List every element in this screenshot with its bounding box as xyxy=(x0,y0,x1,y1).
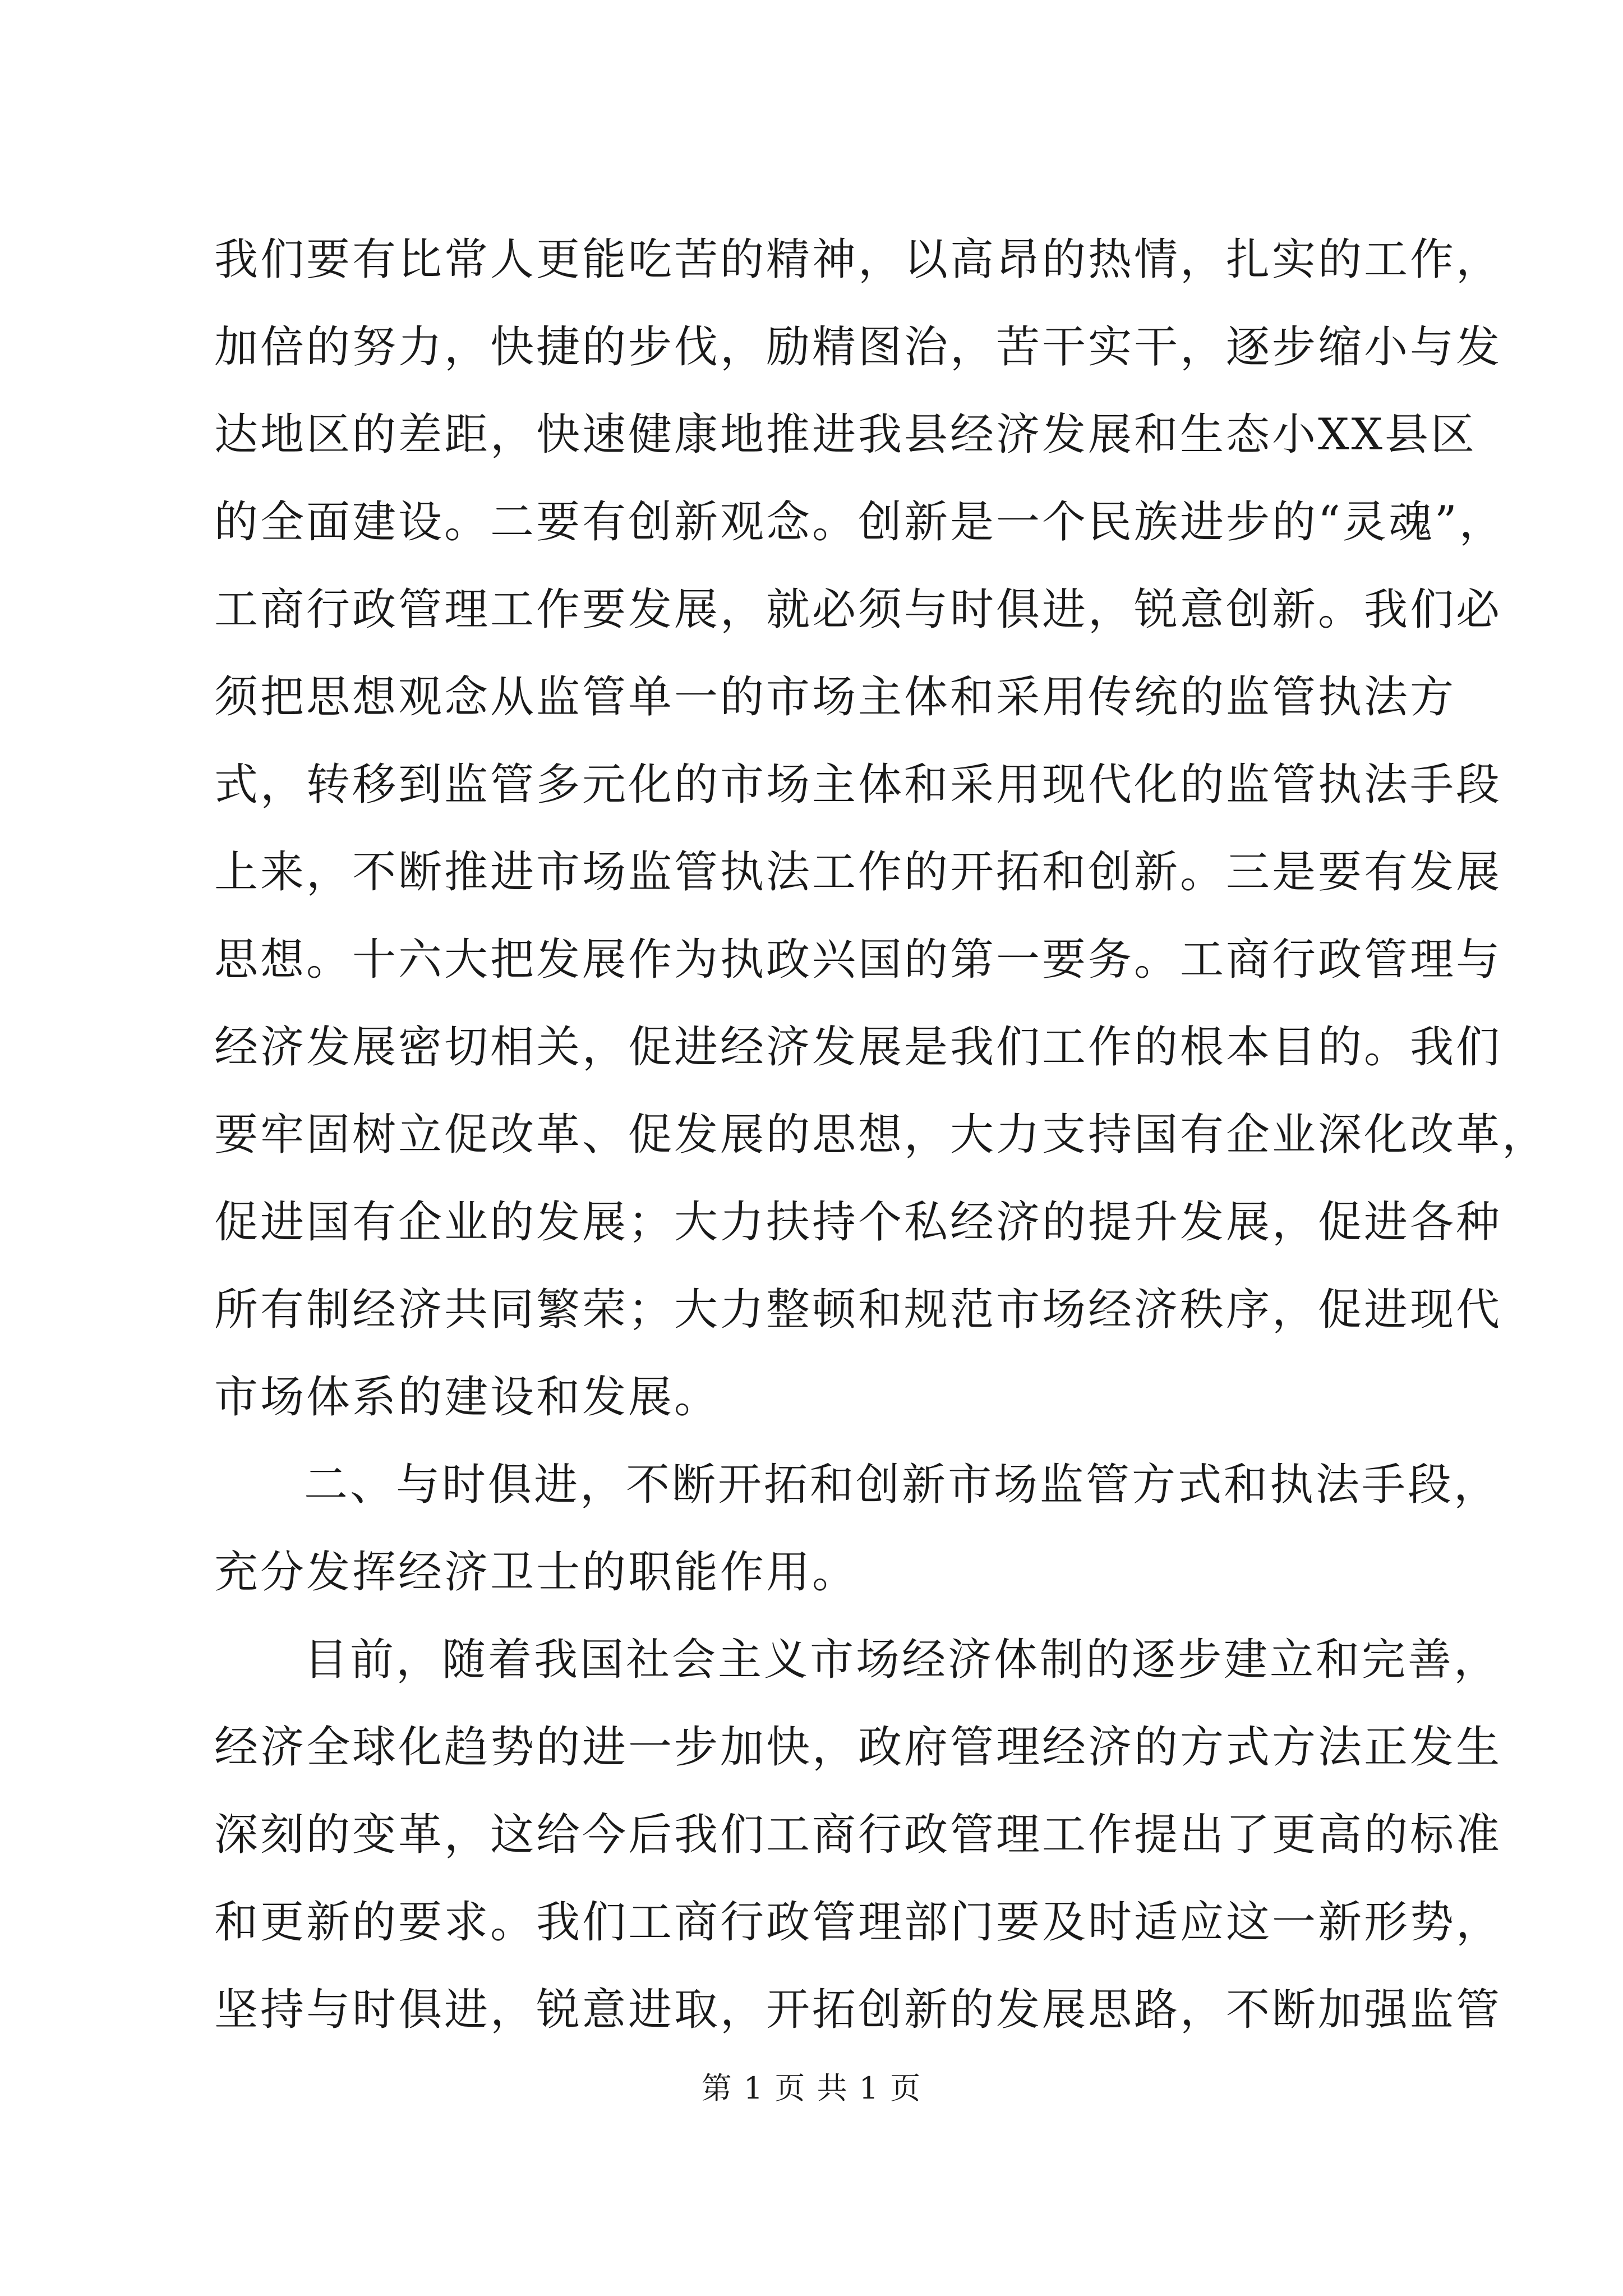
document-body xyxy=(214,216,1548,2054)
paragraph-line: 达地区的差距，快速健康地推进我县经济发展和生态小XX县区 xyxy=(214,409,1477,460)
paragraph-line: 促进国有企业的发展；大力扶持个私经济的提升发展，促进各种 xyxy=(214,1197,1502,1248)
paragraph-line: 我们要有比常人更能吃苦的精神，以高昂的热情，扎实的工作， xyxy=(214,234,1502,285)
section-heading-line: 充分发挥经济卫士的职能作用。 xyxy=(214,1547,859,1598)
paragraph-line: 加倍的努力，快捷的步伐，励精图治，苦干实干，逐步缩小与发 xyxy=(214,322,1502,372)
page-number-label: 第 1 页 共 1 页 xyxy=(701,2070,922,2106)
page-footer xyxy=(0,2064,1623,2108)
paragraph-line: 工商行政管理工作要发展，就必须与时俱进，锐意创新。我们必 xyxy=(214,585,1502,635)
paragraph-line: 坚持与时俱进，锐意进取，开拓创新的发展思路，不断加强监管 xyxy=(214,1985,1502,2035)
paragraph-3 xyxy=(214,1616,1502,2054)
paragraph-line: 式，转移到监管多元化的市场主体和采用现代化的监管执法手段 xyxy=(214,760,1502,810)
section-heading-line: 二、与时俱进，不断开拓和创新市场监管方式和执法手段， xyxy=(304,1460,1500,1510)
paragraph-line: 深刻的变革，这给今后我们工商行政管理工作提出了更高的标准 xyxy=(214,1810,1502,1860)
paragraph-line: 经济发展密切相关，促进经济发展是我们工作的根本目的。我们 xyxy=(214,1022,1502,1073)
paragraph-line: 和更新的要求。我们工商行政管理部门要及时适应这一新形势， xyxy=(214,1897,1502,1948)
paragraph-line: 市场体系的建设和发展。 xyxy=(214,1372,721,1423)
paragraph-line: 所有制经济共同繁荣；大力整顿和规范市场经济秩序，促进现代 xyxy=(214,1285,1502,1335)
paragraph-1 xyxy=(214,216,1548,1441)
paragraph-2 xyxy=(214,1441,1500,1616)
paragraph-line: 的全面建设。二要有创新观念。创新是一个民族进步的“灵魂”， xyxy=(214,497,1505,547)
paragraph-line: 须把思想观念从监管单一的市场主体和采用传统的监管执法方 xyxy=(214,672,1456,723)
paragraph-line: 目前，随着我国社会主义市场经济体制的逐步建立和完善， xyxy=(304,1635,1500,1685)
paragraph-line: 经济全球化趋势的进一步加快，政府管理经济的方式方法正发生 xyxy=(214,1722,1502,1773)
paragraph-line: 思想。十六大把发展作为执政兴国的第一要务。工商行政管理与 xyxy=(214,935,1502,985)
paragraph-line: 要牢固树立促改革、促发展的思想，大力支持国有企业深化改革， xyxy=(214,1110,1548,1160)
paragraph-line: 上来，不断推进市场监管执法工作的开拓和创新。三是要有发展 xyxy=(214,847,1502,898)
